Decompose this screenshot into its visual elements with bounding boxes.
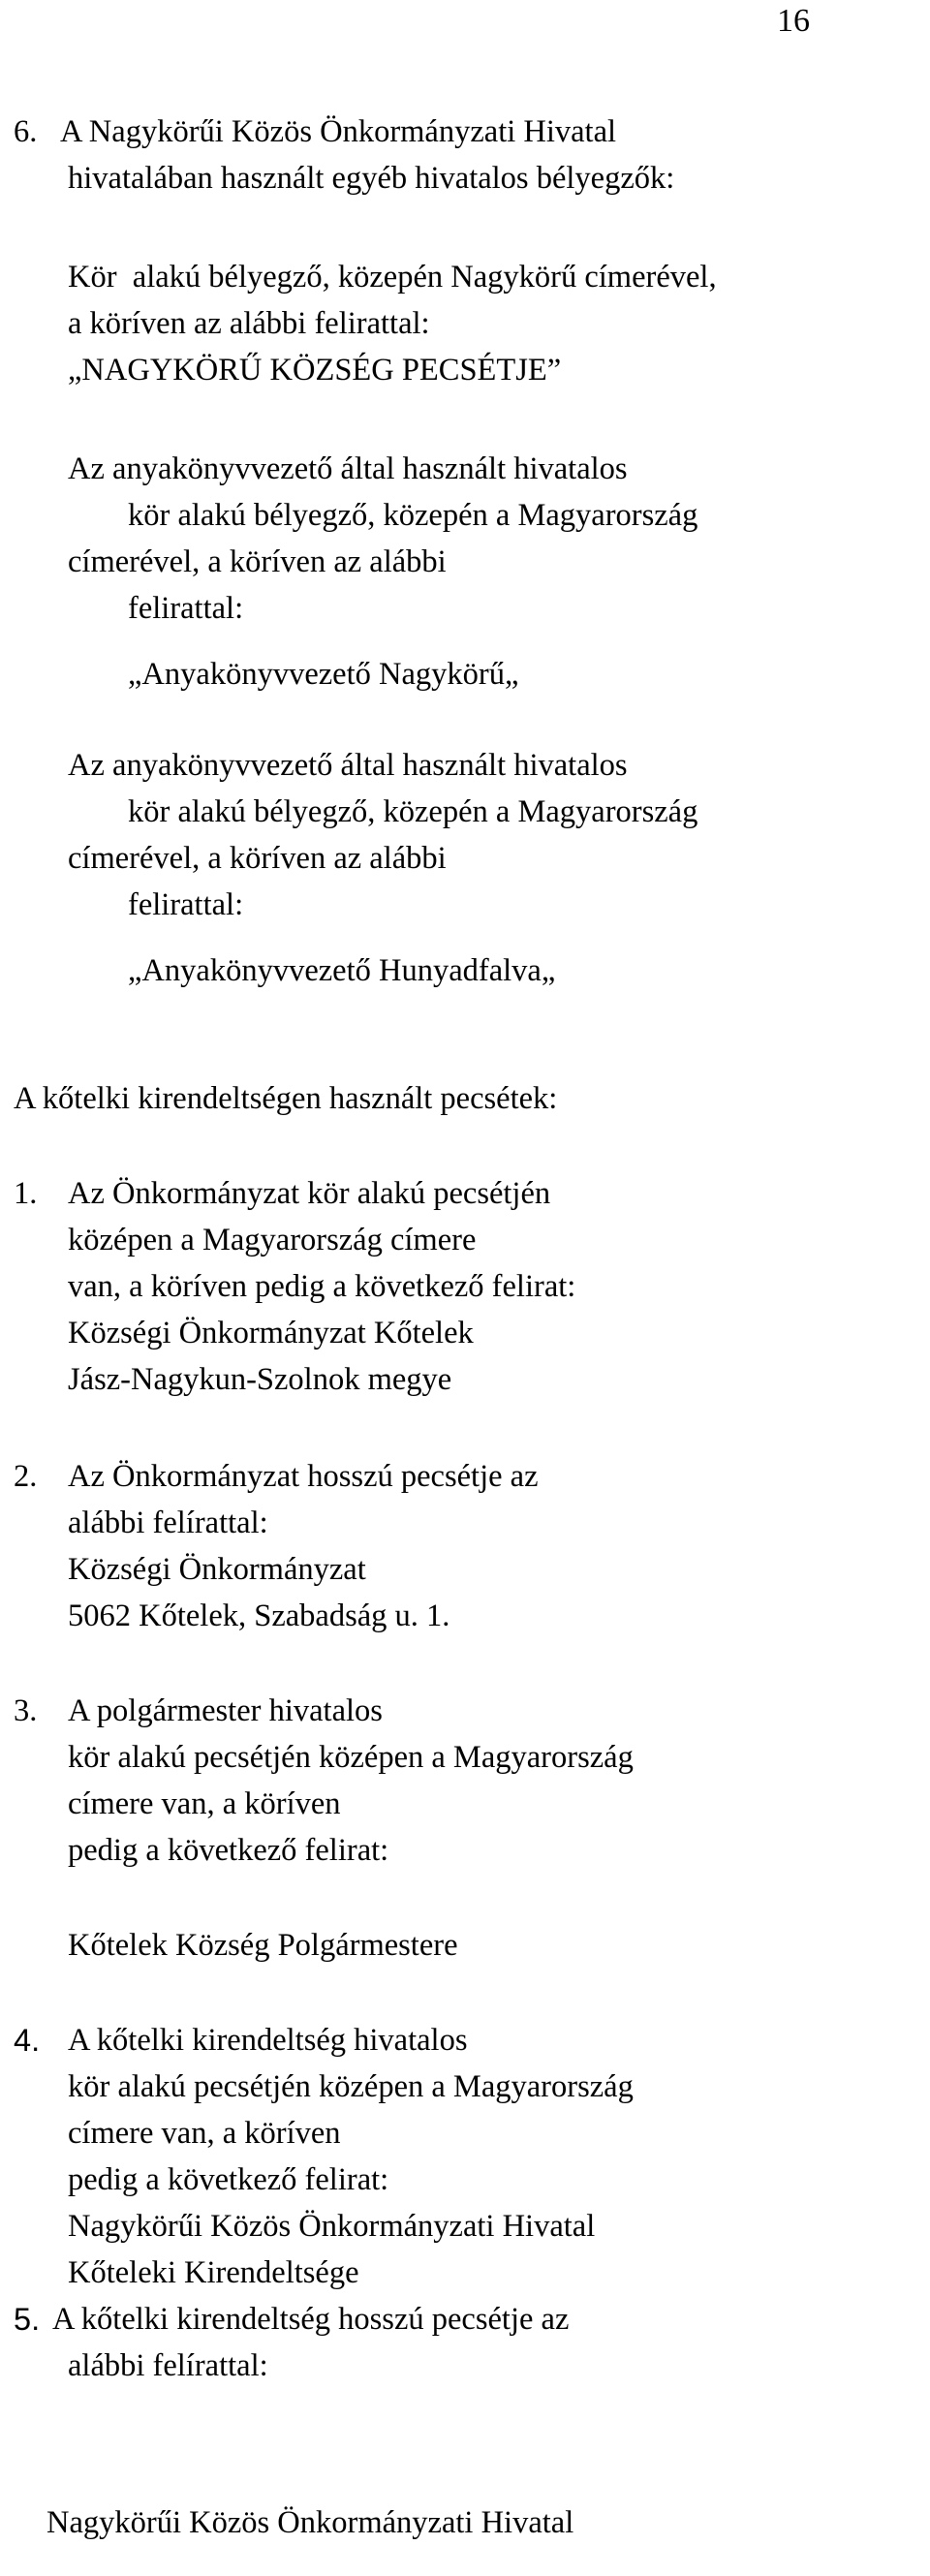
page-number: 16 — [777, 3, 810, 39]
registrar2-line-4: felirattal: — [128, 887, 244, 922]
item1-line-3: van, a köríven pedig a következő felirat: — [68, 1269, 576, 1304]
stamp1-inscription: „NAGYKÖRŰ KÖZSÉG PECSÉTJE” — [68, 353, 562, 388]
item2-line-3: Községi Önkormányzat — [68, 1552, 366, 1587]
registrar1-line-1: Az anyakönyvvezető által használt hivatalos — [68, 451, 628, 486]
registrar1-line-4: felirattal: — [128, 591, 244, 626]
item5-number: 5. — [14, 2302, 41, 2337]
registrar2-inscription: „Anyakönyvvezető Hunyadfalva„ — [128, 953, 556, 988]
registrar1-line-3: címerével, a köríven az alábbi — [68, 544, 447, 579]
item4-line-6: Kőteleki Kirendeltsége — [68, 2255, 359, 2290]
item4-line-2: kör alakú pecsétjén középen a Magyarország — [68, 2069, 634, 2104]
section-6-line-2: hivatalában használt egyéb hivatalos bélyegzők: — [68, 161, 675, 196]
item4-line-5: Nagykörűi Közös Önkormányzati Hivatal — [68, 2209, 596, 2244]
item2-line-1: Az Önkormányzat hosszú pecsétje az — [68, 1459, 539, 1494]
item5-line-2: alábbi felírattal: — [68, 2348, 268, 2383]
section-6-line-1: A Nagykörűi Közös Önkormányzati Hivatal — [60, 114, 617, 149]
item4-line-1: A kőtelki kirendeltség hivatalos — [68, 2023, 468, 2058]
item4-line-4: pedig a következő felirat: — [68, 2162, 389, 2197]
item3-number: 3. — [14, 1693, 38, 1728]
item1-line-4: Községi Önkormányzat Kőtelek — [68, 1316, 474, 1350]
registrar2-line-1: Az anyakönyvvezető által használt hivatalos — [68, 748, 628, 783]
item3-line-4: pedig a következő felirat: — [68, 1833, 389, 1868]
item4-number: 4. — [14, 2023, 41, 2058]
stamp1-line-1: Kör alakú bélyegző, közepén Nagykörű címerével, — [68, 260, 717, 295]
kotelek-heading: A kőtelki kirendeltségen használt pecsétek: — [14, 1081, 558, 1116]
section-6-number: 6. — [14, 114, 38, 149]
registrar2-line-2: kör alakú bélyegző, közepén a Magyarország — [128, 794, 698, 829]
stamp1-line-2: a köríven az alábbi felirattal: — [68, 306, 430, 341]
registrar1-inscription: „Anyakönyvvezető Nagykörű„ — [128, 657, 519, 692]
registrar2-line-3: címerével, a köríven az alábbi — [68, 841, 447, 876]
item1-line-2: középen a Magyarország címere — [68, 1223, 477, 1257]
item1-line-5: Jász-Nagykun-Szolnok megye — [68, 1362, 452, 1397]
item3-line-5: Kőtelek Község Polgármestere — [68, 1928, 458, 1963]
item3-line-3: címere van, a köríven — [68, 1786, 341, 1821]
item1-line-1: Az Önkormányzat kör alakú pecsétjén — [68, 1176, 551, 1211]
item1-number: 1. — [14, 1176, 38, 1211]
item2-number: 2. — [14, 1459, 38, 1494]
registrar1-line-2: kör alakú bélyegző, közepén a Magyarország — [128, 498, 698, 533]
item4-line-3: címere van, a köríven — [68, 2116, 341, 2151]
item3-line-1: A polgármester hivatalos — [68, 1693, 383, 1728]
item2-line-2: alábbi felírattal: — [68, 1505, 268, 1540]
item5-line-1: A kőtelki kirendeltség hosszú pecsétje az — [52, 2302, 570, 2337]
item3-line-2: kör alakú pecsétjén középen a Magyarország — [68, 1740, 634, 1775]
item2-line-4: 5062 Kőtelek, Szabadság u. 1. — [68, 1598, 450, 1633]
item5-line-3: Nagykörűi Közös Önkormányzati Hivatal — [46, 2505, 574, 2540]
